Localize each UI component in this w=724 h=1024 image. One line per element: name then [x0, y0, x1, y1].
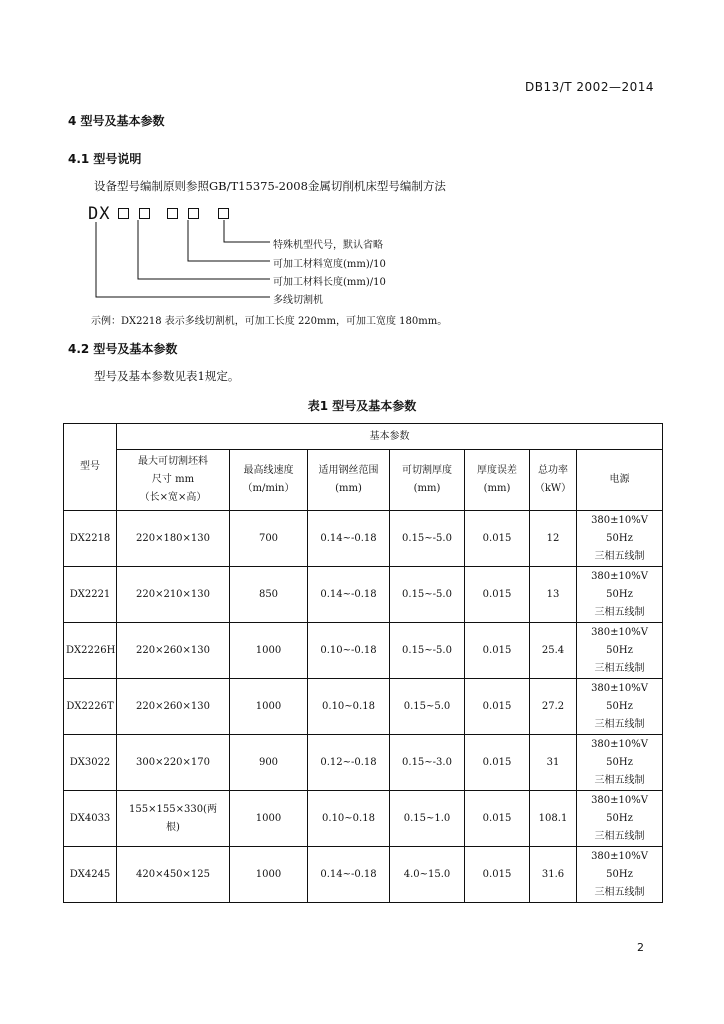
diagram-example: 示例：DX2218 表示多线切割机，可加工长度 220mm，可加工宽度 180mm。: [91, 316, 448, 327]
table-header-row: [64, 424, 663, 450]
cell-power: 13: [530, 567, 577, 623]
cell-size: 300×220×170: [117, 735, 230, 791]
cell-size: 220×180×130: [117, 511, 230, 567]
cell-size: 420×450×125: [117, 847, 230, 903]
cell-thickness: 0.15~1.0: [390, 791, 465, 847]
diagram-label-special-code: 特殊机型代号，默认省略: [273, 240, 383, 251]
cell-model: DX3022: [64, 735, 117, 791]
standard-code: DB13/T 2002—2014: [524, 80, 654, 94]
cell-error: 0.015: [465, 791, 530, 847]
diagram-label-length: 可加工材料长度(mm)/10: [273, 277, 386, 288]
cell-error: 0.015: [465, 511, 530, 567]
section-4-1-description: 设备型号编制原则参照GB/T15375-2008金属切削机床型号编制方法: [94, 179, 446, 193]
header-model: 型号: [64, 424, 117, 511]
table-body: [64, 424, 663, 903]
cell-speed: 1000: [230, 791, 308, 847]
cell-wire: 0.12~-0.18: [308, 735, 390, 791]
header-basic-params: 基本参数: [117, 424, 663, 450]
header-power-supply: 电源: [577, 450, 663, 511]
cell-error: 0.015: [465, 679, 530, 735]
cell-supply: 380±10%V 50Hz 三相五线制: [577, 511, 663, 567]
header-wire-range: 适用钢丝范围 (mm): [308, 450, 390, 511]
cell-wire: 0.10~0.18: [308, 791, 390, 847]
page-number: 2: [637, 941, 644, 954]
cell-wire: 0.14~-0.18: [308, 567, 390, 623]
cell-power: 31: [530, 735, 577, 791]
cell-wire: 0.14~-0.18: [308, 511, 390, 567]
cell-model: DX2221: [64, 567, 117, 623]
cell-power: 25.4: [530, 623, 577, 679]
cell-power: 12: [530, 511, 577, 567]
cell-model: DX4033: [64, 791, 117, 847]
cell-supply: 380±10%V 50Hz 三相五线制: [577, 623, 663, 679]
table-row: [64, 623, 663, 679]
header-max-speed: 最高线速度 （m/min）: [230, 450, 308, 511]
model-prefix: DX: [88, 204, 111, 224]
cell-model: DX2226H: [64, 623, 117, 679]
cell-supply: 380±10%V 50Hz 三相五线制: [577, 735, 663, 791]
cell-speed: 900: [230, 735, 308, 791]
cell-error: 0.015: [465, 623, 530, 679]
parameters-table: [63, 423, 663, 903]
cell-speed: 700: [230, 511, 308, 567]
cell-speed: 1000: [230, 623, 308, 679]
cell-wire: 0.10~0.18: [308, 679, 390, 735]
cell-supply: 380±10%V 50Hz 三相五线制: [577, 567, 663, 623]
cell-size: 155×155×330(两 根): [117, 791, 230, 847]
cell-power: 27.2: [530, 679, 577, 735]
table-row: [64, 679, 663, 735]
table-row: [64, 847, 663, 903]
cell-speed: 1000: [230, 679, 308, 735]
table-row: [64, 511, 663, 567]
cell-supply: 380±10%V 50Hz 三相五线制: [577, 679, 663, 735]
table-row: [64, 735, 663, 791]
cell-model: DX2226T: [64, 679, 117, 735]
cell-size: 220×260×130: [117, 623, 230, 679]
header-thickness-error: 厚度误差 (mm): [465, 450, 530, 511]
header-cut-thickness: 可切割厚度 (mm): [390, 450, 465, 511]
cell-speed: 850: [230, 567, 308, 623]
cell-error: 0.015: [465, 735, 530, 791]
section-4-heading: 4 型号及基本参数: [68, 114, 165, 128]
cell-thickness: 0.15~-3.0: [390, 735, 465, 791]
cell-error: 0.015: [465, 567, 530, 623]
table-title: 表1 型号及基本参数: [307, 399, 417, 413]
cell-wire: 0.10~-0.18: [308, 623, 390, 679]
cell-error: 0.015: [465, 847, 530, 903]
section-4-1-heading: 4.1 型号说明: [68, 152, 142, 166]
cell-size: 220×210×130: [117, 567, 230, 623]
cell-power: 31.6: [530, 847, 577, 903]
header-max-size: 最大可切割坯料 尺寸 mm （长×宽×高）: [117, 450, 230, 511]
cell-thickness: 0.15~5.0: [390, 679, 465, 735]
table-row: [64, 791, 663, 847]
diagram-label-width: 可加工材料宽度(mm)/10: [273, 259, 386, 270]
section-4-2-description: 型号及基本参数见表1规定。: [94, 369, 240, 383]
cell-thickness: 0.15~-5.0: [390, 511, 465, 567]
header-total-power: 总功率 （kW）: [530, 450, 577, 511]
section-4-2-heading: 4.2 型号及基本参数: [68, 342, 178, 356]
cell-size: 220×260×130: [117, 679, 230, 735]
cell-model: DX2218: [64, 511, 117, 567]
cell-power: 108.1: [530, 791, 577, 847]
diagram-label-machine-type: 多线切割机: [273, 295, 323, 306]
model-code-leader-lines: [0, 0, 724, 320]
table-row: [64, 567, 663, 623]
cell-model: DX4245: [64, 847, 117, 903]
cell-thickness: 0.15~-5.0: [390, 623, 465, 679]
cell-thickness: 4.0~15.0: [390, 847, 465, 903]
cell-supply: 380±10%V 50Hz 三相五线制: [577, 847, 663, 903]
cell-supply: 380±10%V 50Hz 三相五线制: [577, 791, 663, 847]
cell-thickness: 0.15~-5.0: [390, 567, 465, 623]
table-subheader-row: [64, 450, 663, 511]
cell-speed: 1000: [230, 847, 308, 903]
cell-wire: 0.14~-0.18: [308, 847, 390, 903]
